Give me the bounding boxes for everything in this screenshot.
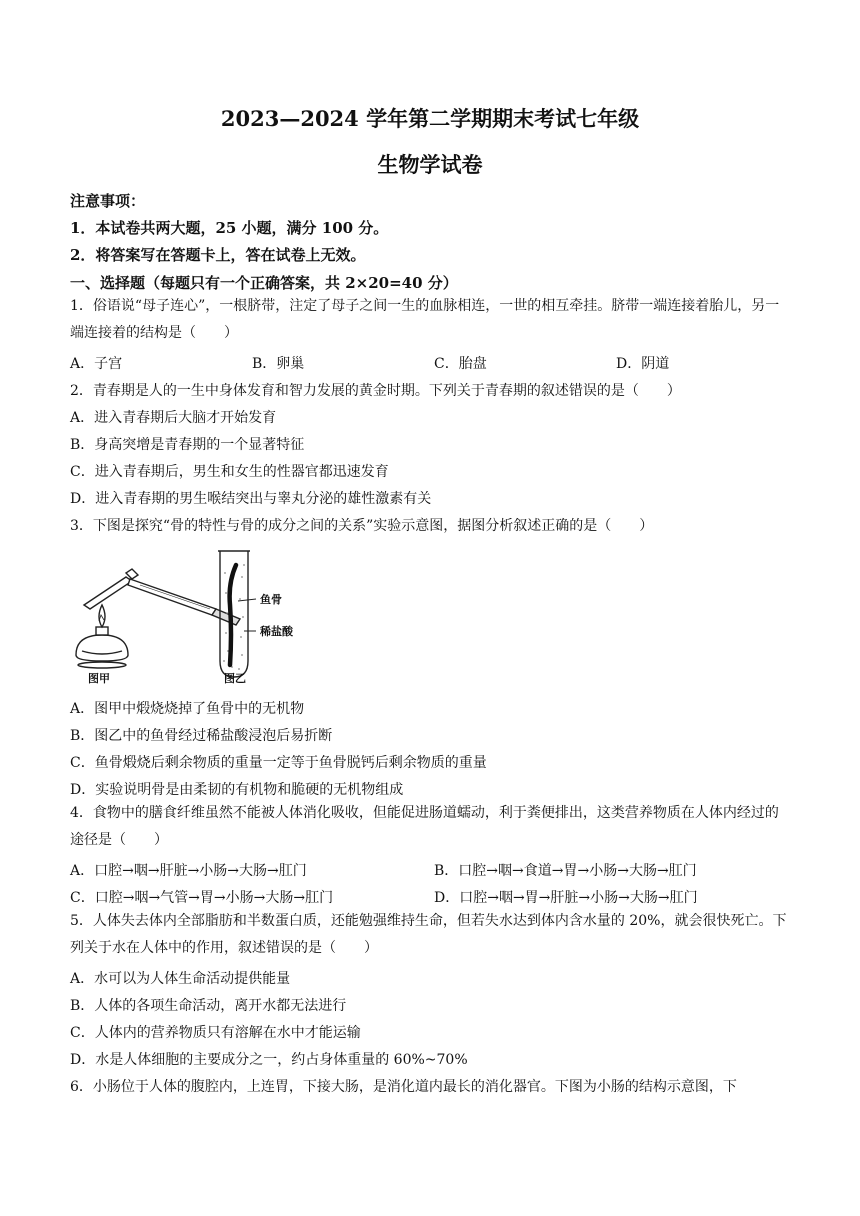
bone-experiment-figure <box>70 543 310 683</box>
option: C．胎盘 <box>434 356 487 372</box>
question-stem: 2．青春期是人的一生中身体发育和智力发展的黄金时期。下列关于青春期的叙述错误的是（ ） <box>70 383 681 399</box>
question-stem: 4．食物中的膳食纤维虽然不能被人体消化吸收，但能促进肠道蠕动，利于粪便排出，这类营养物质在人体内经过的途径是（ ） <box>70 805 779 848</box>
question-stem: 5．人体失去体内全部脂肪和半数蛋白质，还能勉强维持生命，但若失水达到体内含水量的 20%，就会很快死亡。下列关于水在人体中的作用，叙述错误的是（ ） <box>70 913 787 956</box>
option: B．图乙中的鱼骨经过稀盐酸浸泡后易折断 <box>70 728 333 744</box>
option: A．图甲中煅烧烧掉了鱼骨中的无机物 <box>70 701 305 717</box>
option: A．水可以为人体生命活动提供能量 <box>70 971 291 987</box>
fish-bone-label: 鱼骨 <box>260 593 282 606</box>
option: B．口腔→咽→食道→胃→小肠→大肠→肛门 <box>434 863 697 879</box>
note-item: 2．将答案写在答题卡上，答在试卷上无效。 <box>70 246 366 264</box>
section-heading: 一、选择题（每题只有一个正确答案，共 2×20=40 分） <box>70 274 458 292</box>
option: C．人体内的营养物质只有溶解在水中才能运输 <box>70 1025 361 1041</box>
notes-heading: 注意事项： <box>70 192 146 210</box>
exam-title: 2023—2024 学年第二学期期末考试七年级 <box>220 106 640 131</box>
question-stem: 6．小肠位于人体的腹腔内，上连胃，下接大肠，是消化道内最长的消化器官。下图为小肠的结构示意图，下 <box>70 1079 737 1095</box>
option: B．身高突增是青春期的一个显著特征 <box>70 437 305 453</box>
question-stem: 1．俗语说“母子连心”，一根脐带，注定了母子之间一生的血脉相连，一世的相互牵挂。脐带一端连接着胎儿，另一端连接着的结构是（ ） <box>70 298 780 341</box>
option: B．人体的各项生命活动，离开水都无法进行 <box>70 998 347 1014</box>
option: C．口腔→咽→气管→胃→小肠→大肠→肛门 <box>70 890 334 906</box>
note-item: 1．本试卷共两大题，25 小题，满分 100 分。 <box>70 219 389 237</box>
option: D．水是人体细胞的主要成分之一，约占身体重量的 60%~70% <box>70 1052 468 1068</box>
hydrochloric-acid-label: 稀盐酸 <box>260 625 293 638</box>
question-stem: 3．下图是探究“骨的特性与骨的成分之间的关系”实验示意图，据图分析叙述正确的是（ ） <box>70 518 654 534</box>
option: D．实验说明骨是由柔韧的有机物和脆硬的无机物组成 <box>70 782 404 798</box>
exam-subject: 生物学试卷 <box>377 152 483 177</box>
option: D．口腔→咽→胃→肝脏→小肠→大肠→肛门 <box>434 890 698 906</box>
experiment-illustration <box>70 543 310 683</box>
option: D．进入青春期的男生喉结突出与睾丸分泌的雄性激素有关 <box>70 491 432 507</box>
figure-b-label: 图乙 <box>224 672 246 685</box>
figure-a-label: 图甲 <box>88 672 110 685</box>
option: A．进入青春期后大脑才开始发育 <box>70 410 277 426</box>
option: A．子宫 <box>70 356 123 372</box>
option: A．口腔→咽→肝脏→小肠→大肠→肛门 <box>70 863 307 879</box>
option: D．阴道 <box>616 356 670 372</box>
option: C．进入青春期后，男生和女生的性器官都迅速发育 <box>70 464 389 480</box>
option: B．卵巢 <box>252 356 305 372</box>
option: C．鱼骨煅烧后剩余物质的重量一定等于鱼骨脱钙后剩余物质的重量 <box>70 755 487 771</box>
